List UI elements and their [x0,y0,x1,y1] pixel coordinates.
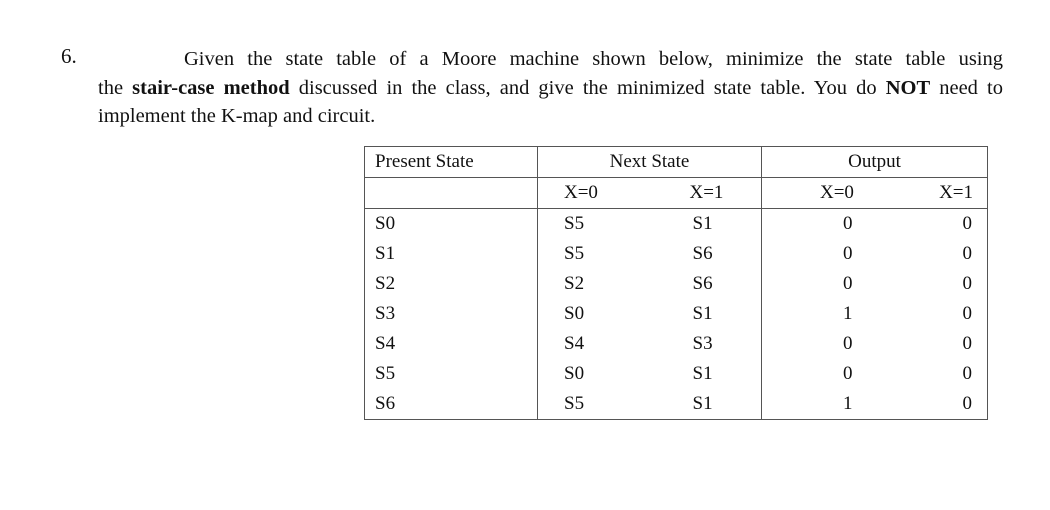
next-state-x0-cell: S5 [538,239,648,269]
present-state-header: Present State [365,147,538,178]
not-emphasis: NOT [885,76,931,99]
present-state-cell: S3 [365,299,538,329]
output-x1-header: X=1 [874,178,988,209]
present-state-cell: S2 [365,269,538,299]
table-body [365,209,988,420]
next-state-x1-cell: S1 [648,359,762,389]
output-x1-cell: 0 [874,389,988,420]
table-header-row [365,147,988,178]
output-header: Output [762,147,988,178]
next-state-x0-cell: S0 [538,299,648,329]
present-state-cell: S1 [365,239,538,269]
question-line-3: need to implement the K-map and circuit. [98,76,1003,127]
question-line-2-start: the [98,76,133,99]
present-state-cell: S4 [365,329,538,359]
next-state-x1-cell: S6 [648,269,762,299]
table-row [365,299,988,329]
next-state-x1-cell: S3 [648,329,762,359]
question-line-1: Given the state table of a Moore machine shown below, minimize the state table using [184,48,1003,70]
output-x1-cell: 0 [874,359,988,389]
next-state-x0-header: X=0 [538,178,648,209]
next-state-x1-cell: S6 [648,239,762,269]
next-state-x1-cell: S1 [648,209,762,240]
output-x1-cell: 0 [874,329,988,359]
next-state-x1-cell: S1 [648,299,762,329]
present-state-cell: S0 [365,209,538,240]
output-x0-cell: 0 [762,269,874,299]
output-x0-cell: 0 [762,239,874,269]
output-x1-cell: 0 [874,269,988,299]
question-line-2 [98,77,930,99]
output-x0-cell: 0 [762,329,874,359]
output-x1-cell: 0 [874,209,988,240]
question-number: 6. [61,44,77,68]
next-state-x0-cell: S2 [538,269,648,299]
next-state-x0-cell: S5 [538,209,648,240]
state-table [364,146,988,420]
next-state-x0-cell: S0 [538,359,648,389]
output-x1-cell: 0 [874,299,988,329]
present-state-cell: S6 [365,389,538,420]
present-state-subheader-empty [365,178,538,209]
output-x0-header: X=0 [762,178,874,209]
output-x1-cell: 0 [874,239,988,269]
output-x0-cell: 0 [762,359,874,389]
question-line-2-middle: discussed in the class, and give the minimized state table. You do [289,76,886,99]
output-x0-cell: 1 [762,389,874,420]
next-state-x1-header: X=1 [648,178,762,209]
question-text [98,45,1003,131]
table-row [365,329,988,359]
table-row [365,359,988,389]
table-row [365,389,988,420]
table-row [365,269,988,299]
table-row [365,239,988,269]
next-state-x0-cell: S5 [538,389,648,420]
output-x0-cell: 1 [762,299,874,329]
next-state-x0-cell: S4 [538,329,648,359]
present-state-cell: S5 [365,359,538,389]
next-state-x1-cell: S1 [648,389,762,420]
next-state-header: Next State [538,147,762,178]
table-row [365,209,988,240]
stair-case-method-emphasis: stair-case method [132,76,290,99]
table-subheader-row [365,178,988,209]
output-x0-cell: 0 [762,209,874,240]
